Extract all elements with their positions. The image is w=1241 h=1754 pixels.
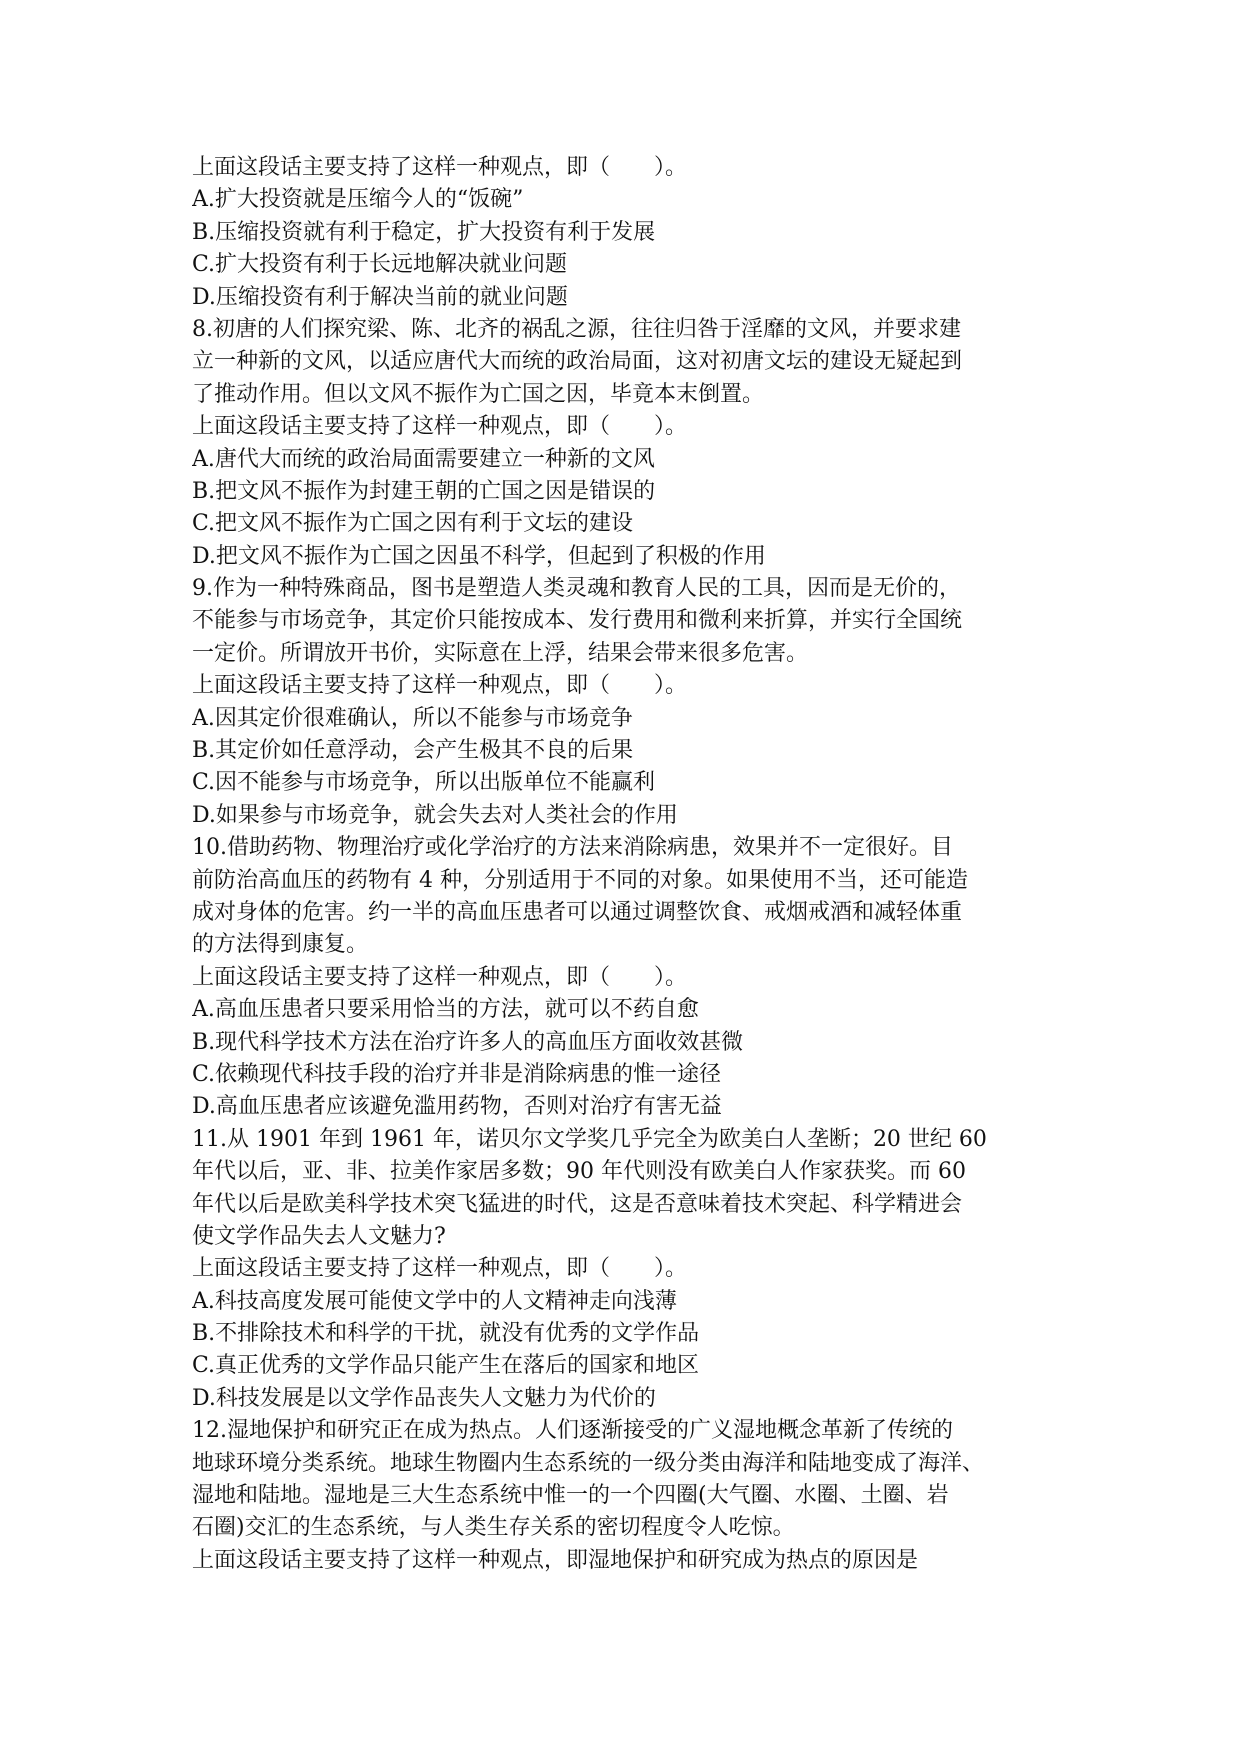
question-line: 11.从 1901 年到 1961 年，诺贝尔文学奖几乎完全为欧美白人垄断；20 世纪 60 bbox=[192, 1126, 987, 1152]
option-line: A.唐代大而统的政治局面需要建立一种新的文风 bbox=[192, 446, 655, 472]
option-line: A.高血压患者只要采用恰当的方法，就可以不药自愈 bbox=[192, 997, 699, 1023]
question-line: 9.作为一种特殊商品，图书是塑造人类灵魂和教育人民的工具，因而是无价的， bbox=[192, 576, 961, 602]
text-line: 上面这段话主要支持了这样一种观点，即（ ）。 bbox=[192, 155, 688, 180]
question-line: 前防治高血压的药物有 4 种，分别适用于不同的对象。如果使用不当，还可能造 bbox=[192, 867, 968, 893]
document-body bbox=[192, 152, 1072, 1577]
option-line: A.扩大投资就是压缩今人的“饭碗” bbox=[192, 187, 524, 213]
text-line: 上面这段话主要支持了这样一种观点，即（ ）。 bbox=[192, 1256, 688, 1282]
question-line: 10.借助药物、物理治疗或化学治疗的方法来消除病患，效果并不一定很好。目 bbox=[192, 835, 953, 861]
option-line: C.真正优秀的文学作品只能产生在落后的国家和地区 bbox=[192, 1353, 700, 1379]
option-line: C.扩大投资有利于长远地解决就业问题 bbox=[192, 252, 568, 278]
text-line: 上面这段话主要支持了这样一种观点，即（ ）。 bbox=[192, 673, 688, 699]
question-line: 使文学作品失去人文魅力? bbox=[192, 1223, 446, 1249]
option-line: D.把文风不振作为亡国之因虽不科学，但起到了积极的作用 bbox=[192, 543, 766, 569]
text-line: 上面这段话主要支持了这样一种观点，即（ ）。 bbox=[192, 414, 688, 440]
question-line: 年代以后是欧美科学技术突飞猛进的时代，这是否意味着技术突起、科学精进会 bbox=[192, 1191, 963, 1217]
option-line: C.把文风不振作为亡国之因有利于文坛的建设 bbox=[192, 511, 634, 537]
option-line: B.压缩投资就有利于稳定，扩大投资有利于发展 bbox=[192, 219, 656, 245]
option-line: B.不排除技术和科学的干扰，就没有优秀的文学作品 bbox=[192, 1321, 700, 1347]
question-line: 一定价。所谓放开书价，实际意在上浮，结果会带来很多危害。 bbox=[192, 640, 809, 666]
question-line: 的方法得到康复。 bbox=[192, 932, 369, 958]
question-line: 年代以后，亚、非、拉美作家居多数；90 年代则没有欧美白人作家获奖。而 60 bbox=[192, 1159, 966, 1185]
option-line: D.高血压患者应该避免滥用药物，否则对治疗有害无益 bbox=[192, 1094, 722, 1120]
option-line: B.其定价如任意浮动，会产生极其不良的后果 bbox=[192, 738, 634, 764]
option-line: D.压缩投资有利于解决当前的就业问题 bbox=[192, 284, 568, 310]
question-line: 湿地和陆地。湿地是三大生态系统中惟一的一个四圈(大气圈、水圈、土圈、岩 bbox=[192, 1483, 949, 1509]
question-line: 石圈)交汇的生态系统，与人类生存关系的密切程度令人吃惊。 bbox=[192, 1515, 795, 1541]
option-line: A.因其定价很难确认，所以不能参与市场竞争 bbox=[192, 705, 633, 731]
option-line: D.科技发展是以文学作品丧失人文魅力为代价的 bbox=[192, 1385, 656, 1411]
question-line: 地球环境分类系统。地球生物圈内生态系统的一级分类由海洋和陆地变成了海洋、 bbox=[192, 1450, 985, 1476]
question-line: 成对身体的危害。约一半的高血压患者可以通过调整饮食、戒烟戒酒和减轻体重 bbox=[192, 899, 963, 925]
question-line: 12.湿地保护和研究正在成为热点。人们逐渐接受的广义湿地概念革新了传统的 bbox=[192, 1418, 953, 1444]
option-line: C.依赖现代科技手段的治疗并非是消除病患的惟一途径 bbox=[192, 1061, 722, 1087]
question-line: 了推动作用。但以文风不振作为亡国之因，毕竟本末倒置。 bbox=[192, 381, 765, 407]
question-line: 8.初唐的人们探究梁、陈、北齐的祸乱之源，往往归咎于淫靡的文风，并要求建 bbox=[192, 316, 961, 342]
option-line: C.因不能参与市场竞争，所以出版单位不能赢利 bbox=[192, 770, 656, 796]
question-line: 不能参与市场竞争，其定价只能按成本、发行费用和微利来折算，并实行全国统 bbox=[192, 608, 963, 634]
text-line: 上面这段话主要支持了这样一种观点，即湿地保护和研究成为热点的原因是 bbox=[192, 1547, 919, 1573]
option-line: D.如果参与市场竞争，就会失去对人类社会的作用 bbox=[192, 802, 678, 828]
option-line: A.科技高度发展可能使文学中的人文精神走向浅薄 bbox=[192, 1288, 677, 1314]
question-line: 立一种新的文风，以适应唐代大而统的政治局面，这对初唐文坛的建设无疑起到 bbox=[192, 349, 963, 375]
text-line: 上面这段话主要支持了这样一种观点，即（ ）。 bbox=[192, 964, 688, 990]
option-line: B.现代科学技术方法在治疗许多人的高血压方面收效甚微 bbox=[192, 1029, 744, 1055]
option-line: B.把文风不振作为封建王朝的亡国之因是错误的 bbox=[192, 478, 656, 504]
